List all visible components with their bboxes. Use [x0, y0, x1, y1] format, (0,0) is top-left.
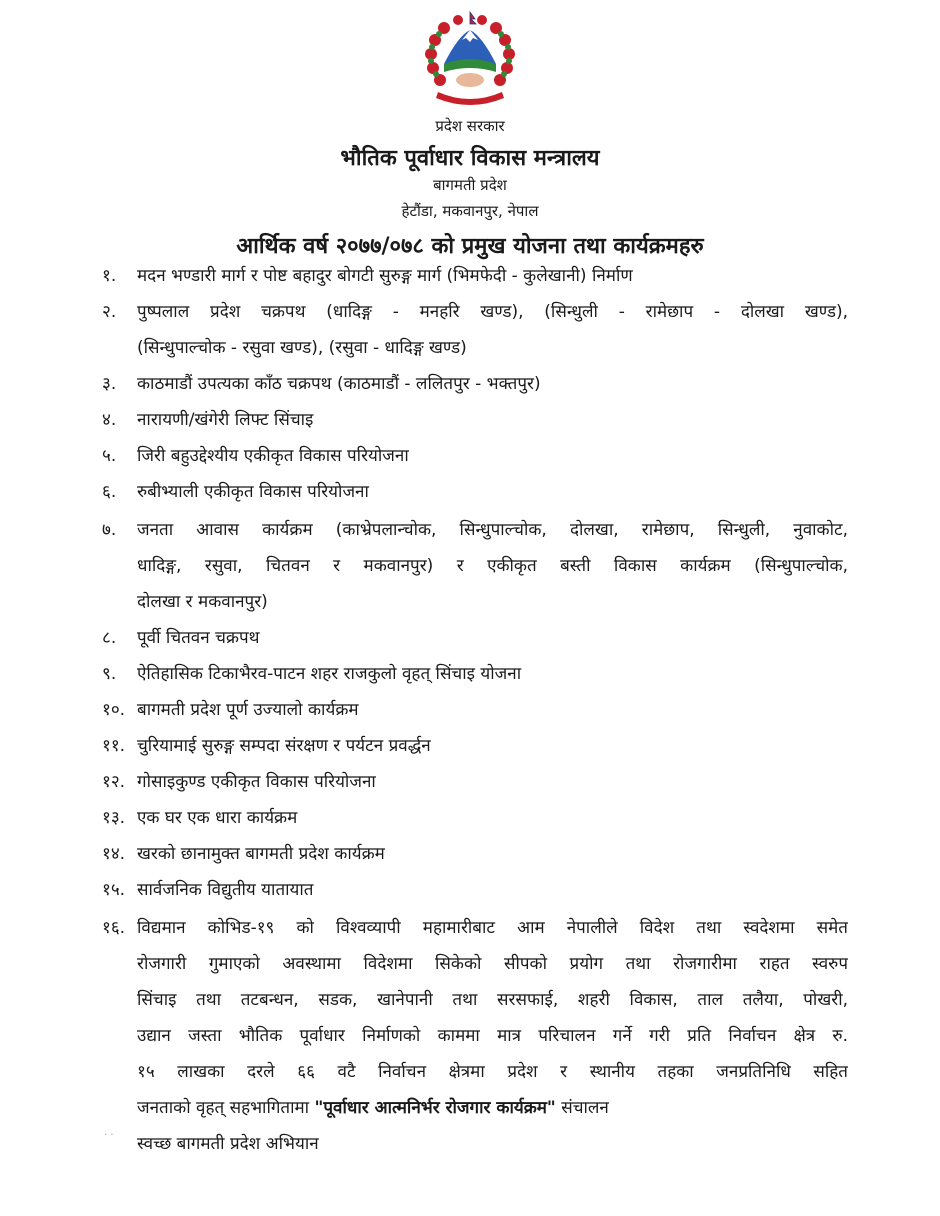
item-text-line: (सिन्धुपाल्चोक - रसुवा खण्ड), (रसुवा - धादिङ्ग खण्ड) — [137, 338, 467, 358]
item-text-line: रुबीभ्याली एकीकृत विकास परियोजना — [137, 482, 369, 502]
item-text — [137, 474, 848, 510]
item-text — [137, 656, 848, 692]
item-text-line: मदन भण्डारी मार्ग र पोष्ट बहादुर बोगटी सुरुङ्ग मार्ग (भिमफेदी - कुलेखानी) निर्माण — [137, 266, 633, 286]
item-number: ६. — [102, 482, 117, 502]
item-number: ११. — [102, 736, 126, 756]
item-number: १३. — [102, 808, 126, 828]
item-text — [137, 512, 848, 620]
item-number: १६. — [102, 918, 126, 938]
item-text — [137, 910, 848, 1126]
item-number: १४. — [102, 844, 126, 864]
item-text-line: दोलखा र मकवानपुर) — [137, 592, 268, 612]
item-text-line: एक घर एक धारा कार्यक्रम — [137, 808, 298, 828]
item-text-line: विद्यमान कोभिड-१९ को विश्वव्यापी महामारीबाट आम नेपालीले विदेश तथा स्वदेशमा समेत — [137, 918, 848, 938]
item-text-line: पुष्पलाल प्रदेश चक्रपथ (धादिङ्ग - मनहरि खण्ड), (सिन्धुली - रामेछाप - दोलखा खण्ड), — [137, 302, 848, 322]
item-number: २. — [102, 302, 117, 322]
item-number: १२. — [102, 772, 126, 792]
item-text-line: सिंचाइ तथा तटबन्धन, सडक, खानेपानी तथा सरसफाई, शहरी विकास, ताल तलैया, पोखरी, — [137, 990, 848, 1010]
item-number: ५. — [102, 446, 117, 466]
item-number: १०. — [102, 700, 126, 720]
item-text — [137, 294, 848, 366]
item-text — [137, 692, 848, 728]
item-number: ८. — [102, 628, 117, 648]
text-segment: जनताको वृहत् सहभागितामा — [137, 1098, 315, 1118]
item-text-line: सार्वजनिक विद्युतीय यातायात — [137, 880, 314, 900]
item-number: १. — [102, 266, 117, 286]
item-text — [137, 620, 848, 656]
item-number: ७. — [102, 520, 117, 540]
page-title: आर्थिक वर्ष २०७७/०७८ को प्रमुख योजना तथा कार्यक्रमहरु — [236, 234, 704, 259]
item-text-line: जिरी बहुउद्देश्यीय एकीकृत विकास परियोजना — [137, 446, 409, 466]
province-name: बागमती प्रदेश — [433, 176, 507, 194]
item-text-line: १५ लाखका दरले ६६ वटै निर्वाचन क्षेत्रमा प्रदेश र स्थानीय तहका जनप्रतिनिधि सहित — [137, 1062, 848, 1082]
item-text — [137, 1126, 848, 1162]
item-text-line: ऐतिहासिक टिकाभैरव-पाटन शहर राजकुलो वृहत् सिंचाइ योजना — [137, 664, 522, 684]
decorative-dots: · · — [104, 1130, 114, 1141]
item-text-line: बागमती प्रदेश पूर्ण उज्यालो कार्यक्रम — [137, 700, 359, 720]
nepal-government-emblem-icon — [418, 6, 522, 110]
ministry-name: भौतिक पूर्वाधार विकास मन्त्रालय — [340, 146, 600, 171]
program-name-bold: "पूर्वाधार आत्मनिर्भर रोजगार कार्यक्रम" — [314, 1098, 556, 1118]
text-segment: संचालन — [555, 1098, 609, 1118]
item-text-line: धादिङ्ग, रसुवा, चितवन र मकवानपुर) र एकीकृत बस्ती विकास कार्यक्रम (सिन्धुपाल्चोक, — [137, 556, 848, 576]
item-text — [137, 366, 848, 402]
item-text-line: रोजगारी गुमाएको अवस्थामा विदेशमा सिकेको सीपको प्रयोग तथा रोजगारीमा राहत स्वरुप — [137, 954, 848, 974]
address: हेटौंडा, मकवानपुर, नेपाल — [401, 202, 539, 220]
item-text — [137, 764, 848, 800]
item-number: ४. — [102, 410, 117, 430]
item-number: ३. — [102, 374, 117, 394]
item-text-line: जनता आवास कार्यक्रम (काभ्रेपलान्चोक, सिन्धुपाल्चोक, दोलखा, रामेछाप, सिन्धुली, नुवाकोट, — [137, 520, 848, 540]
item-text-line: उद्यान जस्ता भौतिक पूर्वाधार निर्माणको काममा मात्र परिचालन गर्ने गरी प्रति निर्वाचन क्षेत्र रु. — [137, 1026, 848, 1046]
item-text-line — [137, 1090, 848, 1126]
item-text — [137, 872, 848, 908]
item-number: १५. — [102, 880, 126, 900]
item-number: ९. — [102, 664, 117, 684]
item-text-line: गोसाइकुण्ड एकीकृत विकास परियोजना — [137, 772, 376, 792]
item-text — [137, 836, 848, 872]
item-text — [137, 800, 848, 836]
item-text-line: पूर्वी चितवन चक्रपथ — [137, 628, 260, 648]
item-text — [137, 438, 848, 474]
item-text — [137, 402, 848, 438]
item-text-line: नारायणी/खंगेरी लिफ्ट सिंचाइ — [137, 410, 314, 430]
item-text-line: काठमाडौं उपत्यका काँठ चक्रपथ (काठमाडौं - ललितपुर - भक्तपुर) — [137, 374, 541, 394]
government-label: प्रदेश सरकार — [435, 117, 505, 135]
item-text — [137, 728, 848, 764]
item-text — [137, 258, 848, 294]
item-text-line: चुरियामाई सुरुङ्ग सम्पदा संरक्षण र पर्यटन प्रवर्द्धन — [137, 736, 431, 756]
item-text-line: स्वच्छ बागमती प्रदेश अभियान — [137, 1134, 319, 1154]
item-text-line: खरको छानामुक्त बागमती प्रदेश कार्यक्रम — [137, 844, 385, 864]
